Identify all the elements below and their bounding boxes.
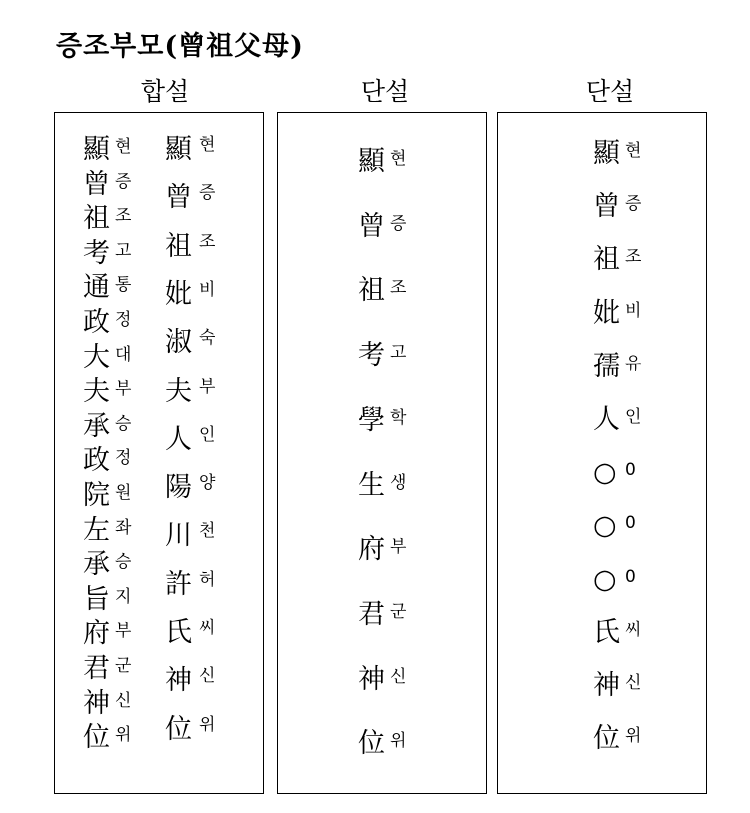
hanja-character: 妣 xyxy=(593,297,620,329)
hangul-reading: 위 xyxy=(625,726,642,747)
hangul-reading: 0 xyxy=(625,460,636,481)
hanja-character: 通 xyxy=(83,272,110,304)
hanja-character: 位 xyxy=(358,728,385,760)
hangul-reading: 증 xyxy=(390,213,407,234)
page-title: 증조부모(曾祖父母) xyxy=(56,31,304,62)
hangul-reading: 지 xyxy=(115,586,132,607)
hangul-reading: 위 xyxy=(115,725,132,746)
header-hapseol: 합설 xyxy=(140,77,190,106)
hangul-reading: 인 xyxy=(625,407,642,427)
hangul-reading: 천 xyxy=(199,521,216,542)
hangul-reading: 신 xyxy=(625,673,642,693)
hangul-reading: 대 xyxy=(115,344,132,365)
hanja-character: 位 xyxy=(83,722,110,754)
hangul-reading: 원 xyxy=(115,483,132,503)
hangul-reading: 부 xyxy=(390,537,407,558)
hangul-reading: 정 xyxy=(115,448,132,469)
hanja-character: 君 xyxy=(358,598,385,630)
hanja-character: 顯 xyxy=(358,146,385,177)
hangul-reading: 증 xyxy=(115,171,132,192)
hanja-character: 人 xyxy=(593,404,620,435)
hangul-reading: 씨 xyxy=(625,619,642,640)
hangul-reading: 0 xyxy=(625,513,636,534)
hangul-reading: 0 xyxy=(625,566,636,587)
hangul-reading: 씨 xyxy=(199,618,216,638)
hangul-reading: 양 xyxy=(199,473,216,494)
hangul-reading: 증 xyxy=(199,183,216,204)
hangul-reading: 비 xyxy=(625,300,642,321)
hangul-reading: 신 xyxy=(199,666,216,687)
hanja-character: 祖 xyxy=(358,275,385,307)
hangul-reading: 정 xyxy=(115,310,132,330)
hanja-character: 位 xyxy=(593,723,620,755)
hangul-reading: 허 xyxy=(199,569,216,590)
hanja-character: 生 xyxy=(358,469,385,501)
hangul-reading: 현 xyxy=(390,149,407,169)
hanja-character: 許 xyxy=(165,568,192,600)
hangul-reading: 신 xyxy=(115,690,132,711)
hangul-reading: 인 xyxy=(199,424,216,445)
hanja-character: 曾 xyxy=(83,168,110,200)
hanja-character: 曾 xyxy=(165,182,192,214)
hangul-reading: 생 xyxy=(390,472,407,493)
hanja-character: 祖 xyxy=(165,230,192,262)
hanja-character: 位 xyxy=(165,713,192,745)
hangul-reading: 현 xyxy=(115,137,132,157)
hangul-reading: 유 xyxy=(625,353,642,374)
hangul-reading: 부 xyxy=(115,621,132,642)
hanja-character: 夫 xyxy=(83,376,110,408)
box-danseol-mother xyxy=(497,112,707,794)
hanja-character: 政 xyxy=(83,445,110,477)
hanja-character: 君 xyxy=(83,653,110,684)
hangul-reading: 학 xyxy=(390,407,407,428)
hanja-character: 考 xyxy=(83,237,110,269)
hangul-reading: 조 xyxy=(199,231,216,252)
hanja-character: 顯 xyxy=(593,138,620,169)
hanja-character: 氏 xyxy=(593,616,620,648)
hanja-character: 承 xyxy=(83,549,110,581)
hangul-reading: 조 xyxy=(625,247,642,268)
hanja-character: 妣 xyxy=(165,278,192,310)
hangul-reading: 고 xyxy=(390,343,407,364)
hanja-character: 顯 xyxy=(165,134,192,165)
hanja-character: 孺 xyxy=(593,350,620,382)
hangul-reading: 좌 xyxy=(115,517,132,538)
hanja-character: 考 xyxy=(358,340,385,372)
header-danseol-2: 단설 xyxy=(585,77,635,106)
hanja-character: 府 xyxy=(83,618,110,650)
hangul-reading: 조 xyxy=(390,278,407,299)
hanja-character: 府 xyxy=(358,534,385,566)
hangul-reading: 군 xyxy=(390,601,407,622)
hangul-reading: 부 xyxy=(199,376,216,397)
hanja-character: 旨 xyxy=(83,583,110,615)
hanja-character: 政 xyxy=(83,307,110,338)
hanja-character: 祖 xyxy=(593,244,620,276)
header-danseol-1: 단설 xyxy=(360,77,410,106)
hangul-reading: 승 xyxy=(115,552,132,573)
hangul-reading: 고 xyxy=(115,240,132,261)
hanja-character: 左 xyxy=(83,514,110,546)
hanja-character: 曾 xyxy=(358,210,385,242)
hanja-character: 曾 xyxy=(593,191,620,223)
hanja-character: ○ xyxy=(593,457,617,489)
hanja-character: 大 xyxy=(83,341,110,373)
hangul-reading: 위 xyxy=(199,714,216,735)
hangul-reading: 숙 xyxy=(199,328,216,349)
hanja-character: 承 xyxy=(83,410,110,442)
hangul-reading: 위 xyxy=(390,731,407,752)
box-hapseol xyxy=(54,112,264,794)
hanja-character: ○ xyxy=(593,563,617,595)
box-danseol-father xyxy=(277,112,487,794)
hanja-character: 人 xyxy=(165,423,192,455)
hangul-reading: 증 xyxy=(625,194,642,215)
hangul-reading: 부 xyxy=(115,379,132,400)
hanja-character: 淑 xyxy=(165,327,192,359)
hanja-character: 祖 xyxy=(83,203,110,235)
hanja-character: 學 xyxy=(358,404,385,436)
hanja-character: 院 xyxy=(83,480,110,511)
hanja-character: 神 xyxy=(165,665,192,697)
hangul-reading: 비 xyxy=(199,279,216,300)
hangul-reading: 현 xyxy=(199,135,216,155)
hanja-character: 神 xyxy=(593,670,620,701)
hanja-character: 川 xyxy=(165,520,192,552)
hanja-character: ○ xyxy=(593,510,617,542)
hanja-character: 神 xyxy=(358,663,385,695)
hangul-reading: 통 xyxy=(115,275,132,296)
hanja-character: 神 xyxy=(83,687,110,719)
hanja-character: 顯 xyxy=(83,134,110,165)
hanja-character: 氏 xyxy=(165,617,192,648)
hangul-reading: 승 xyxy=(115,413,132,434)
hangul-reading: 조 xyxy=(115,206,132,227)
hanja-character: 夫 xyxy=(165,375,192,407)
hanja-character: 陽 xyxy=(165,472,192,504)
hangul-reading: 군 xyxy=(115,656,132,676)
hangul-reading: 현 xyxy=(625,141,642,161)
hangul-reading: 신 xyxy=(390,666,407,687)
